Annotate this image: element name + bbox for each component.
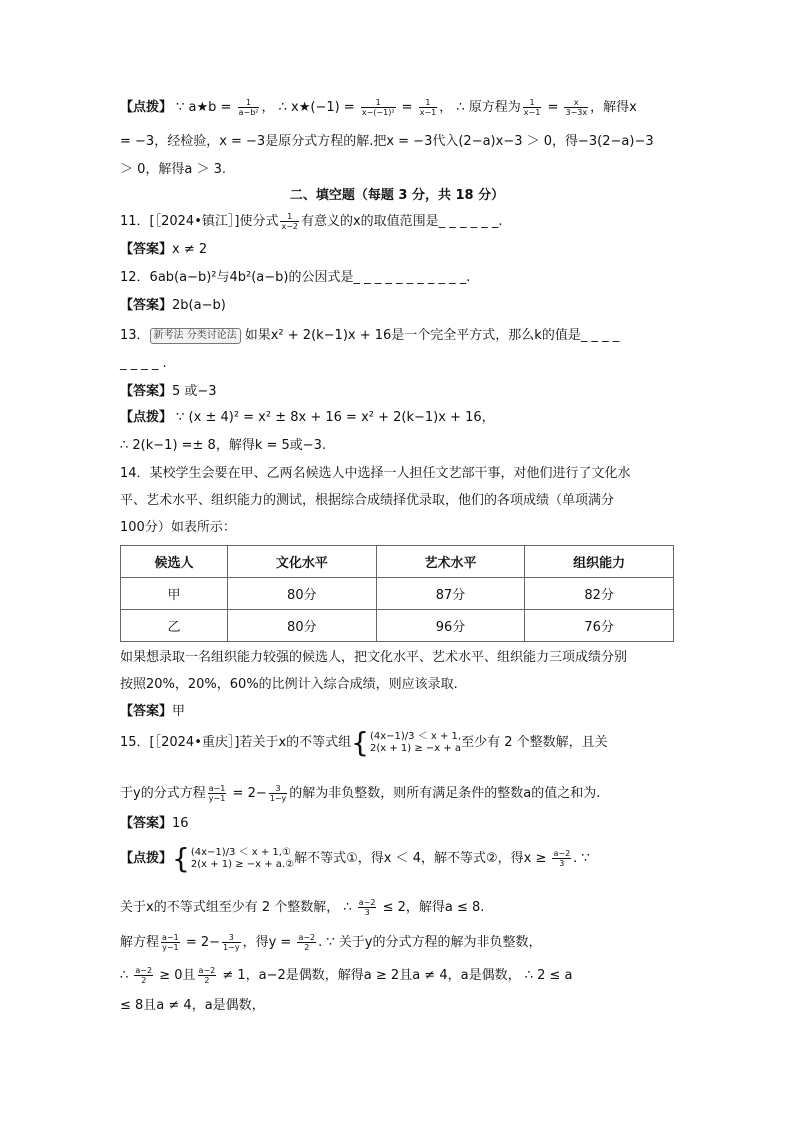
hint-text: 解不等式①，得x ＜ 4，解不等式②，得x ≥ (294, 851, 551, 866)
answer-13 (120, 382, 217, 402)
hint-line-3: ＞ 0，解得a ＞ 3. (120, 162, 227, 177)
table-header: 艺术水平 (376, 546, 525, 578)
question-text: 于y的分式方程 (120, 786, 206, 801)
hint-text: ≤ 2，解得a ≤ 8. (378, 900, 485, 915)
question-text: 11．[［2024•镇江］]使分式 (120, 214, 279, 229)
hint-text: ，解得x (590, 100, 637, 115)
answer-value: x ≠ 2 (172, 242, 208, 257)
table-header: 组织能力 (525, 546, 674, 578)
fraction: $\frac{1}{x-2}$ (281, 212, 298, 231)
answer-label: 【答案】 (120, 704, 173, 719)
question-11 (120, 212, 502, 232)
fraction: $\frac{a-1}{y-1}$ (208, 784, 226, 803)
hint-label: 【点拨】 (120, 851, 173, 866)
fraction: $\frac{x}{3-3x}$ (565, 98, 588, 117)
brace-icon: { (351, 725, 369, 759)
fraction: $\frac{a-2}{2}$ (298, 933, 316, 952)
hint-line-2: = −3，经检验，x = −3是原分式方程的解.把x = −3代入(2−a)x−3 ＞ 0，得−3(2−a)−3 (120, 134, 654, 149)
question-text: = 2− (228, 786, 267, 801)
fraction: $\frac{1}{x-1}$ (523, 98, 541, 117)
hint-text: . ∵ 关于y的分式方程的解为非负整数， (318, 935, 542, 950)
question-14-line-3: 100分）如表所示： (120, 520, 236, 535)
hint-text: ≠ 1，a−2是偶数，解得a ≥ 2且a ≠ 4，a是偶数， ∴ 2 ≤ a (218, 968, 573, 983)
table-cell: 87分 (376, 578, 525, 610)
hint-label: 【点拨】 (120, 410, 173, 425)
question-15-line-1 (120, 725, 608, 759)
hint-15-line-1 (120, 841, 590, 875)
table-header: 文化水平 (228, 546, 377, 578)
answer-label: 【答案】 (120, 298, 173, 313)
answer-11 (120, 240, 207, 260)
answer-15 (120, 814, 189, 834)
question-text: 至少有 2 个整数解，且关 (461, 735, 608, 750)
fraction: $\frac{a-2}{2}$ (198, 966, 216, 985)
question-12: 12．6ab(a−b)²与4b²(a−b)的公因式是_ _ _ _ _ _ _ _ _ _ _. (120, 270, 471, 285)
hint-line-1 (120, 98, 637, 118)
question-text: 如果x² + 2(k−1)x + 16是一个完全平方式，那么k的值是_ _ _ _ (244, 328, 620, 343)
table-cell: 80分 (228, 578, 377, 610)
hint-13-line-2: ∴ 2(k−1) =± 8，解得k = 5或−3. (120, 438, 327, 453)
hint-text: = (397, 100, 417, 115)
table-cell: 乙 (121, 610, 228, 642)
hint-text: = (543, 100, 563, 115)
section-title: 二、填空题（每题 3 分，共 18 分） (289, 188, 505, 203)
answer-value: 甲 (172, 704, 186, 719)
score-table (120, 545, 674, 642)
hint-15-line-3 (120, 933, 542, 953)
table-cell: 96分 (376, 610, 525, 642)
fraction: $\frac{3}{1-y}$ (269, 784, 287, 803)
hint-text: = 2− (181, 935, 221, 950)
answer-14 (120, 702, 185, 722)
fraction: $\frac{a-1}{y-1}$ (162, 933, 179, 952)
hint-text: 解方程 (120, 935, 160, 950)
answer-value: 2b(a−b) (172, 298, 226, 313)
fraction: $\frac{3}{1-y}$ (223, 933, 240, 952)
answer-value: 16 (172, 816, 189, 831)
question-14-line-1: 14．某校学生会要在甲、乙两名候选人中选择一人担任文艺部干事，对他们进行了文化水 (120, 466, 631, 481)
hint-label: 【点拨】 (120, 100, 173, 115)
table-row (121, 610, 674, 642)
table-row (121, 578, 674, 610)
hint-text: ∴ (120, 968, 133, 983)
question-text: 15．[［2024•重庆］]若关于x的不等式组 (120, 735, 352, 750)
hint-15-line-2 (120, 898, 484, 918)
table-header: 候选人 (121, 546, 228, 578)
inequality-system: (4x−1)/3 ＜ x + 1, 2(x + 1) ≥ −x + a (369, 730, 462, 754)
hint-text: 关于x的不等式组至少有 2 个整数解， ∴ (120, 900, 356, 915)
hint-text: ≥ 0且 (155, 968, 196, 983)
hint-text: ， ∴ 原方程为 (439, 100, 521, 115)
brace-icon: { (172, 841, 190, 875)
hint-15-line-4 (120, 966, 573, 986)
question-14-after-1: 如果想录取一名组织能力较强的候选人，把文化水平、艺术水平、组织能力三项成绩分别 (120, 650, 628, 665)
question-14-after-2: 按照20%，20%，60%的比例计入综合成绩，则应该录取. (120, 677, 458, 692)
question-14-line-2: 平、艺术水平、组织能力的测试，根据综合成绩择优录取，他们的各项成绩（单项满分 (120, 493, 615, 508)
answer-label: 【答案】 (120, 384, 173, 399)
hint-text: ， ∴ x★(−1) = (261, 100, 359, 115)
hint-15-line-5: ≤ 8且a ≠ 4，a是偶数， (120, 998, 265, 1013)
fraction: $\frac{a-2}{3}$ (358, 898, 376, 917)
fraction: $\frac{a-2}{2}$ (135, 966, 153, 985)
question-13-cont: _ _ _ _ . (120, 356, 167, 371)
question-13 (120, 326, 619, 346)
fraction: $\frac{1}{\text{x−(−1)²}}$ (361, 98, 395, 117)
table-cell: 甲 (121, 578, 228, 610)
answer-label: 【答案】 (120, 816, 173, 831)
answer-label: 【答案】 (120, 242, 173, 257)
answer-value: 5 或−3 (172, 384, 217, 399)
fraction: $\frac{1}{x-1}$ (419, 98, 437, 117)
table-header-row (121, 546, 674, 578)
question-text: 的解为非负整数，则所有满足条件的整数a的值之和为. (289, 786, 601, 801)
question-15-line-2 (120, 784, 600, 804)
hint-text: . ∵ (573, 851, 590, 866)
table-cell: 76分 (525, 610, 674, 642)
question-text: 有意义的x的取值范围是_ _ _ _ _ _. (300, 214, 503, 229)
inequality-system: (4x−1)/3 ＜ x + 1,① 2(x + 1) ≥ −x + a.② (190, 846, 295, 870)
table-cell: 80分 (228, 610, 377, 642)
fraction: $\frac{1}{\text{a−b²}}$ (238, 98, 259, 117)
hint-text: ，得y = (242, 935, 296, 950)
fraction: $\frac{a-2}{3}$ (553, 849, 571, 868)
hint-text: ∵ (x ± 4)² = x² ± 8x + 16 = x² + 2(k−1)x + 16， (172, 410, 495, 425)
answer-12 (120, 296, 226, 316)
hint-13-line-1 (120, 408, 495, 428)
method-badge: 新考法 分类讨论法 (150, 328, 241, 344)
hint-text: ∵ a★b = (172, 100, 236, 115)
question-number: 13． (120, 328, 150, 343)
table-cell: 82分 (525, 578, 674, 610)
